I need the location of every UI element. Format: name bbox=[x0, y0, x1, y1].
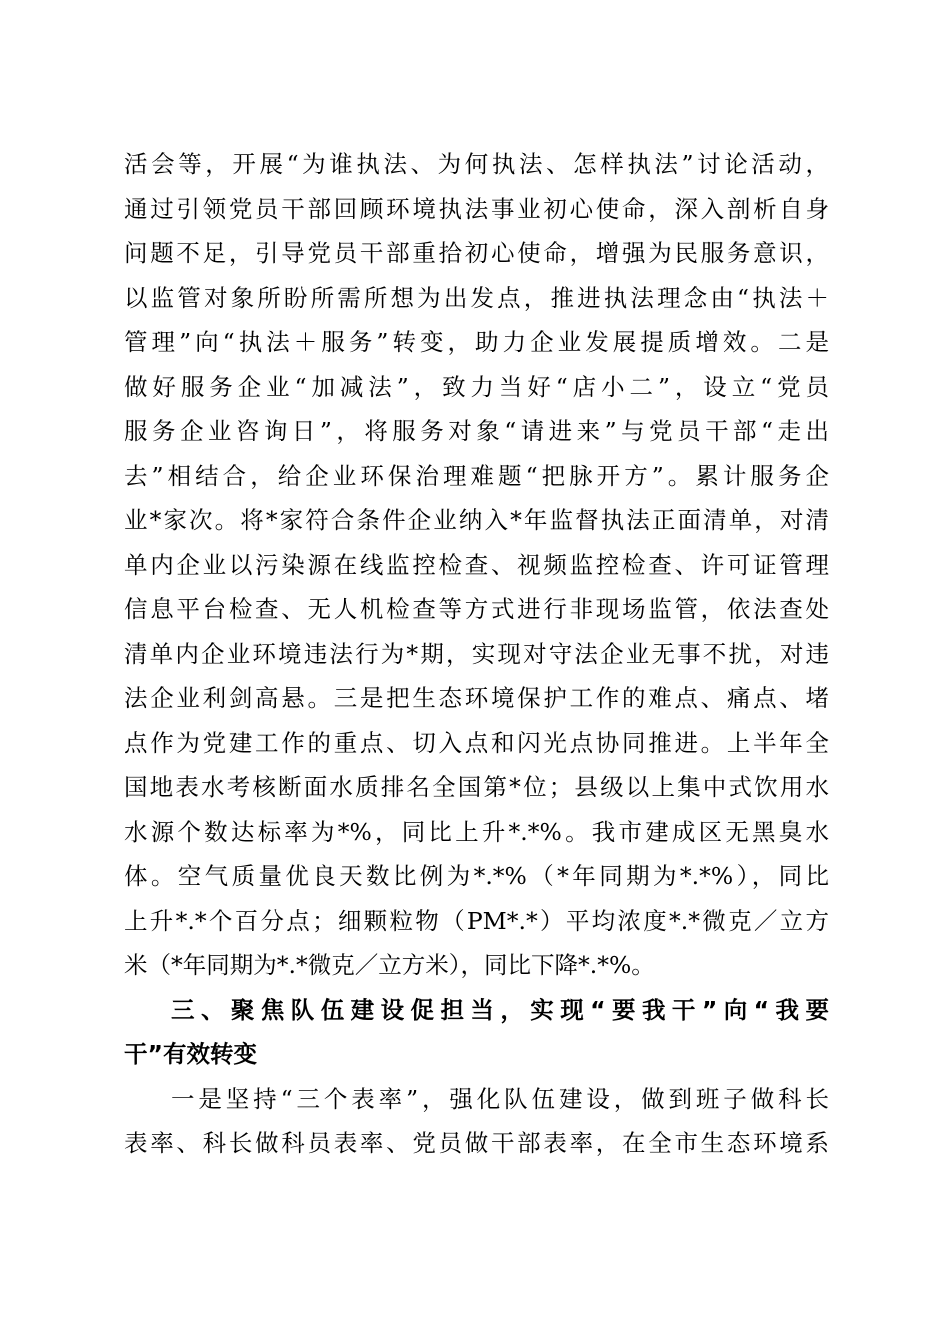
text-line: 米（*年同期为*.*微克／立方米），同比下降*.*%。 bbox=[124, 951, 655, 979]
text-line: 单内企业以污染源在线监控检查、视频监控检查、许可证管理 bbox=[124, 550, 829, 579]
text-line: 水源个数达标率为*%，同比上升*.*%。我市建成区无黑臭水 bbox=[124, 817, 829, 846]
text-line: 通过引领党员干部回顾环境执法事业初心使命，深入剖析自身 bbox=[124, 194, 829, 223]
text-line: 服务企业咨询日”，将服务对象“请进来”与党员干部“走出 bbox=[124, 417, 829, 445]
text-line: 点作为党建工作的重点、切入点和闪光点协同推进。上半年全 bbox=[124, 728, 829, 757]
text-line: 法企业利剑高悬。三是把生态环境保护工作的难点、痛点、堵 bbox=[124, 684, 829, 712]
text-line: 上升*.*个百分点；细颗粒物（PM*.*）平均浓度*.*微克／立方 bbox=[124, 906, 829, 935]
heading-line: 三、聚焦队伍建设促担当，实现“要我干”向“我要 bbox=[171, 995, 829, 1024]
text-line: 问题不足，引导党员干部重拾初心使命，增强为民服务意识， bbox=[124, 239, 829, 267]
text-line: 一是坚持“三个表率”，强化队伍建设，做到班子做科长 bbox=[171, 1084, 829, 1113]
text-line: 体。空气质量优良天数比例为*.*%（*年同期为*.*%），同比 bbox=[124, 862, 829, 890]
document-body bbox=[124, 142, 829, 1166]
text-line: 表率、科长做科员表率、党员做干部表率，在全市生态环境系 bbox=[124, 1129, 829, 1157]
text-line: 以监管对象所盼所需所想为出发点，推进执法理念由“执法＋ bbox=[124, 283, 829, 312]
text-line: 做好服务企业“加减法”，致力当好“店小二”，设立“党员 bbox=[124, 372, 829, 401]
text-line: 国地表水考核断面水质排名全国第*位；县级以上集中式饮用水 bbox=[124, 773, 829, 801]
text-line: 管理”向“执法＋服务”转变，助力企业发展提质增效。二是 bbox=[124, 328, 829, 356]
text-line: 信息平台检查、无人机检查等方式进行非现场监管，依法查处 bbox=[124, 595, 829, 623]
section-heading bbox=[124, 988, 829, 1077]
body-paragraph bbox=[124, 142, 829, 988]
body-paragraph bbox=[124, 1077, 829, 1166]
text-line: 业*家次。将*家符合条件企业纳入*年监督执法正面清单，对清 bbox=[124, 506, 829, 534]
heading-line: 干”有效转变 bbox=[124, 1040, 257, 1068]
text-line: 去”相结合，给企业环保治理难题“把脉开方”。累计服务企 bbox=[124, 461, 829, 490]
text-line: 清单内企业环境违法行为*期，实现对守法企业无事不扰，对违 bbox=[124, 639, 829, 668]
text-line: 活会等，开展“为谁执法、为何执法、怎样执法”讨论活动， bbox=[124, 150, 829, 178]
